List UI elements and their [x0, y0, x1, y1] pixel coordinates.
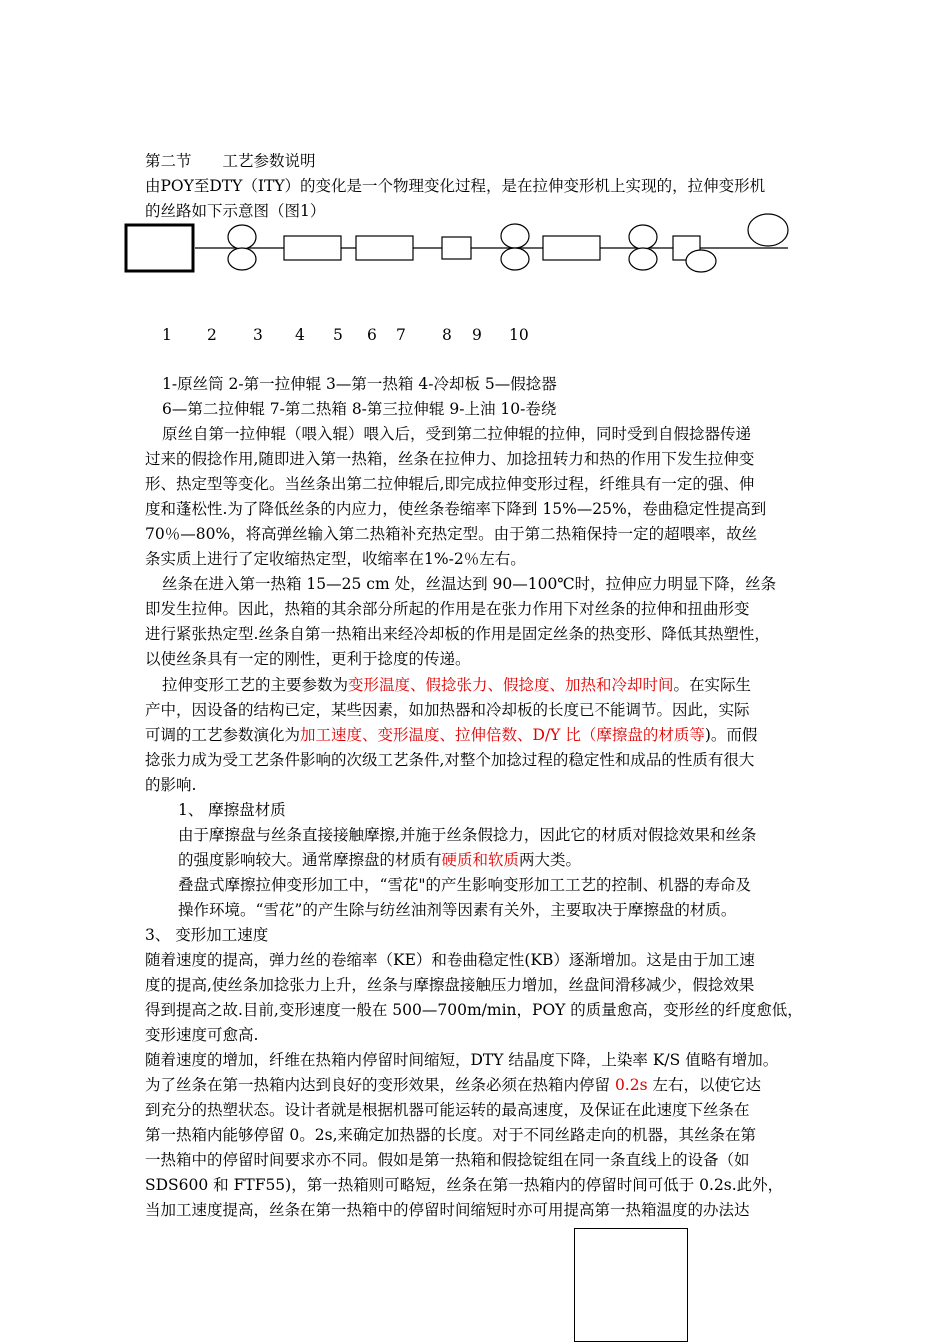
paragraph-line: 条实质上进行了定收缩热定型，收缩率在1%-2％左右。 [145, 550, 526, 568]
feed-package-box [126, 225, 193, 271]
legend-line: 1-原丝筒 2-第一拉伸辊 3—第一热箱 4-冷却板 5—假捻器 [162, 375, 557, 393]
paragraph-line: 当加工速度提高，丝条在第一热箱中的停留时间缩短时亦可用提高第一热箱温度的办法达 [145, 1201, 750, 1219]
diagram-number: 5 [333, 326, 343, 344]
diagram-number: 8 [442, 326, 452, 344]
diagram-number: 7 [396, 326, 406, 344]
paragraph-line: 丝条在进入第一热箱 15—25 cm 处，丝温达到 90—100℃时，拉伸应力明显下降，丝条 [162, 575, 777, 593]
paragraph-line: 即发生拉伸。因此，热箱的其余部分所起的作用是在张力作用下对丝条的拉伸和扭曲形变 [145, 600, 750, 618]
paragraph-line: 到充分的热塑状态。设计者就是根据机器可能运转的最高速度，及保证在此速度下丝条在 [145, 1101, 750, 1119]
diagram-number: 1 [162, 326, 172, 344]
highlight-text: 0.2s [614, 1076, 648, 1094]
diagram-number: 4 [295, 326, 305, 344]
paragraph-line: 为了丝条在第一热箱内达到良好的变形效果，丝条必须在热箱内停留 0.2s 左右，以使它达 [145, 1076, 761, 1094]
first-draw-roller-top [228, 225, 256, 249]
paragraph-line: 产中，因设备的结构已定，某些因素，如加热器和冷却板的长度已不能调节。因此，实际 [145, 701, 750, 719]
paragraph-line: SDS600 和 FTF55)，第一热箱则可略短，丝条在第一热箱内的停留时间可低于 0.2s.此外， [145, 1176, 784, 1194]
diagram-number: 10 [509, 326, 529, 344]
paragraph-line: 由于摩擦盘与丝条直接接触摩擦,并施于丝条假捻力，因此它的材质对假捻效果和丝条 [178, 826, 757, 844]
diagram-number: 3 [253, 326, 263, 344]
paragraph-line: 以使丝条具有一定的刚性，更利于捻度的传递。 [145, 650, 471, 668]
paragraph-line: 操作环境。“雪花”的产生除与纺丝油剂等因素有关外，主要取决于摩擦盘的材质。 [178, 901, 737, 919]
highlight-text: 变形温度、假捻张力、假捻度、加热和冷却时间 [348, 676, 674, 694]
paragraph-line: 叠盘式摩擦拉伸变形加工中，“雪花"的产生影响变形加工工艺的控制、机器的寿命及 [178, 876, 752, 894]
diagram-number: 6 [367, 326, 377, 344]
paragraph-line: 捻张力成为受工艺条件影响的次级工艺条件,对整个加捻过程的稳定性和成品的性质有很大 [145, 751, 755, 769]
legend-line: 6—第二拉伸辊 7-第二热箱 8-第三拉伸辊 9-上油 10-卷绕 [162, 400, 557, 418]
paragraph-line: 过来的假捻作用,随即进入第一热箱，丝条在拉伸力、加捻扭转力和热的作用下发生拉伸变 [145, 450, 755, 468]
paragraph-line: 的强度影响较大。通常摩擦盘的材质有硬质和软质两大类。 [178, 851, 582, 869]
paragraph-line: 变形速度可愈高. [145, 1026, 259, 1044]
section-heading: 第二节 工艺参数说明 [145, 152, 316, 170]
paragraph-line: 原丝自第一拉伸辊（喂入辊）喂入后，受到第二拉伸辊的拉伸，同时受到自假捻器传递 [162, 425, 752, 443]
second-heater-box [543, 236, 600, 260]
diagram-number: 9 [472, 326, 482, 344]
cooling-plate-box [356, 236, 413, 260]
false-twister-box [442, 237, 471, 259]
paragraph-line: 度的提高,使丝条加捻张力上升，丝条与摩擦盘接触压力增加，丝盘间滑移减少，假捻效果 [145, 976, 755, 994]
paragraph-line: 形、热定型等变化。当丝条出第二拉伸辊后,即完成拉伸变形过程，纤维具有一定的强、伸 [145, 475, 755, 493]
intro-line: 由POY至DTY（ITY）的变化是一个物理变化过程，是在拉伸变形机上实现的，拉伸变形机 [145, 177, 766, 195]
blank-frame-box [574, 1228, 688, 1342]
first-draw-roller-bottom [228, 248, 256, 270]
paragraph-line: 70％—80%，将高弹丝输入第二热箱补充热定型。由于第二热箱保持一定的超喂率，故丝 [145, 525, 758, 543]
first-heater-box [284, 236, 341, 260]
process-diagram [120, 212, 800, 282]
highlight-text: 加工速度、变形温度、拉伸倍数、D/Y 比（摩擦盘的材质等 [300, 726, 705, 744]
third-draw-roller-top [629, 225, 657, 249]
subsection-title: 3、 变形加工速度 [145, 926, 269, 944]
take-up-package [748, 214, 788, 246]
paragraph-line: 的影响. [145, 776, 197, 794]
diagram-number: 2 [207, 326, 217, 344]
oiling-roller [686, 250, 716, 272]
paragraph-line: 随着速度的提高，弹力丝的卷缩率（KE）和卷曲稳定性(KB）逐渐增加。这是由于加工速 [145, 951, 755, 969]
second-draw-roller-top [501, 224, 529, 248]
paragraph-line: 拉伸变形工艺的主要参数为变形温度、假捻张力、假捻度、加热和冷却时间。在实际生 [162, 676, 752, 694]
paragraph-line: 第一热箱内能够停留 0。2s,来确定加热器的长度。对于不同丝路走向的机器，其丝条在第 [145, 1126, 757, 1144]
paragraph-line: 可调的工艺参数演化为加工速度、变形温度、拉伸倍数、D/Y 比（摩擦盘的材质等)。而假 [145, 726, 758, 744]
subsection-title: 1、 摩擦盘材质 [178, 801, 286, 819]
paragraph-line: 一热箱中的停留时间要求亦不同。假如是第一热箱和假捻锭组在同一条直线上的设备（如 [145, 1151, 750, 1169]
intro-line: 的丝路如下示意图（图1） [145, 202, 326, 220]
paragraph-line: 度和蓬松性.为了降低丝条的内应力，使丝条卷缩率下降到 15%—25%，卷曲稳定性提高到 [145, 500, 767, 518]
paragraph-line: 进行紧张热定型.丝条自第一热箱出来经冷却板的作用是固定丝条的热变形、降低其热塑性， [145, 625, 770, 643]
paragraph-line: 得到提高之故.目前,变形速度一般在 500—700m/min，POY 的质量愈高，变形丝的纤度愈低， [145, 1001, 803, 1019]
second-draw-roller-bottom [501, 248, 529, 270]
third-draw-roller-bottom [629, 248, 657, 270]
highlight-text: 硬质和软质 [441, 851, 520, 869]
paragraph-line: 随着速度的增加，纤维在热箱内停留时间缩短，DTY 结晶度下降，上染率 K/S 值略有增加。 [145, 1051, 779, 1069]
